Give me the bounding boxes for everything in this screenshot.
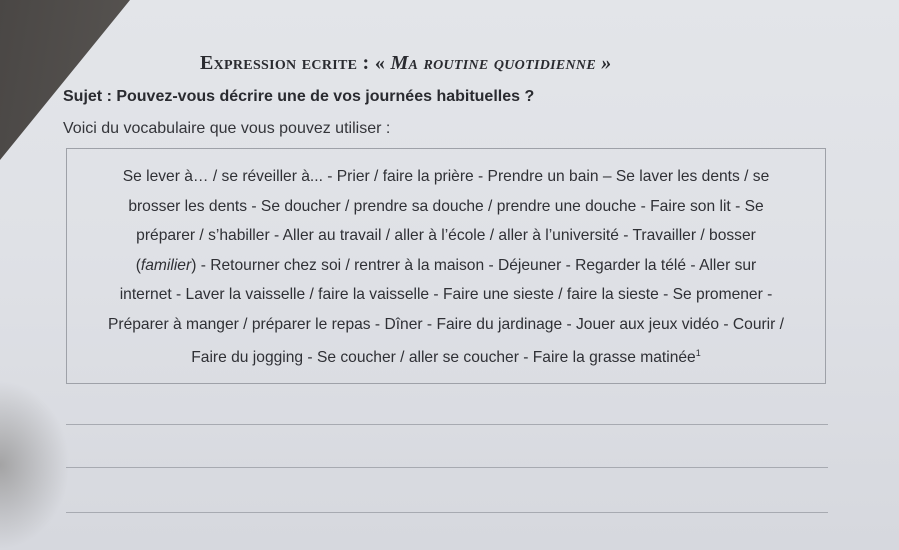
subject-question: Sujet : Pouvez-vous décrire une de vos journées habituelles ? — [63, 88, 535, 105]
answer-line-2[interactable] — [66, 467, 828, 468]
vocabulary-line-7 — [70, 339, 822, 373]
answer-line-1[interactable] — [66, 424, 828, 425]
title-suffix: » — [601, 52, 612, 74]
vocabulary-line-4-rest: ) - Retourner chez soi / rentrer à la maison - Déjeuner - Regarder la télé - Aller sur — [191, 256, 757, 274]
title-prefix: Expression ecrite : « — [200, 52, 386, 74]
vocabulary-line-6: Préparer à manger / préparer le repas - Dîner - Faire du jardinage - Jouer aux jeux vidéo - Courir / — [107, 315, 785, 333]
vocabulary-line-4 — [70, 251, 822, 281]
paren-open: ( — [135, 256, 141, 274]
vocabulary-line-3: préparer / s’habiller - Aller au travail / aller à l’école / aller à l’université - Travailler / bosser — [136, 227, 756, 244]
worksheet-title — [200, 52, 612, 75]
title-topic: Ma routine quotidienne — [390, 52, 596, 74]
vocabulary-line-1: Se lever à… / se réveiller à... - Prier / faire la prière - Prendre un bain – Se laver les dents / se — [122, 168, 770, 185]
vocabulary-intro: Voici du vocabulaire que vous pouvez utiliser : — [63, 120, 391, 137]
answer-line-3[interactable] — [66, 512, 828, 513]
hand-shadow — [0, 380, 70, 550]
footnote-mark: 1 — [695, 348, 701, 358]
register-note: familier — [140, 256, 192, 274]
vocabulary-list — [70, 162, 822, 373]
vocabulary-line-5: internet - Laver la vaisselle / faire la vaisselle - Faire une sieste / faire la sieste - Se promener - — [119, 286, 773, 303]
vocabulary-line-7-text: Faire du jogging - Se coucher / aller se coucher - Faire la grasse matinée — [191, 349, 696, 367]
vocabulary-line-2: brosser les dents - Se doucher / prendre sa douche / prendre une douche - Faire son lit - Se — [128, 197, 764, 215]
